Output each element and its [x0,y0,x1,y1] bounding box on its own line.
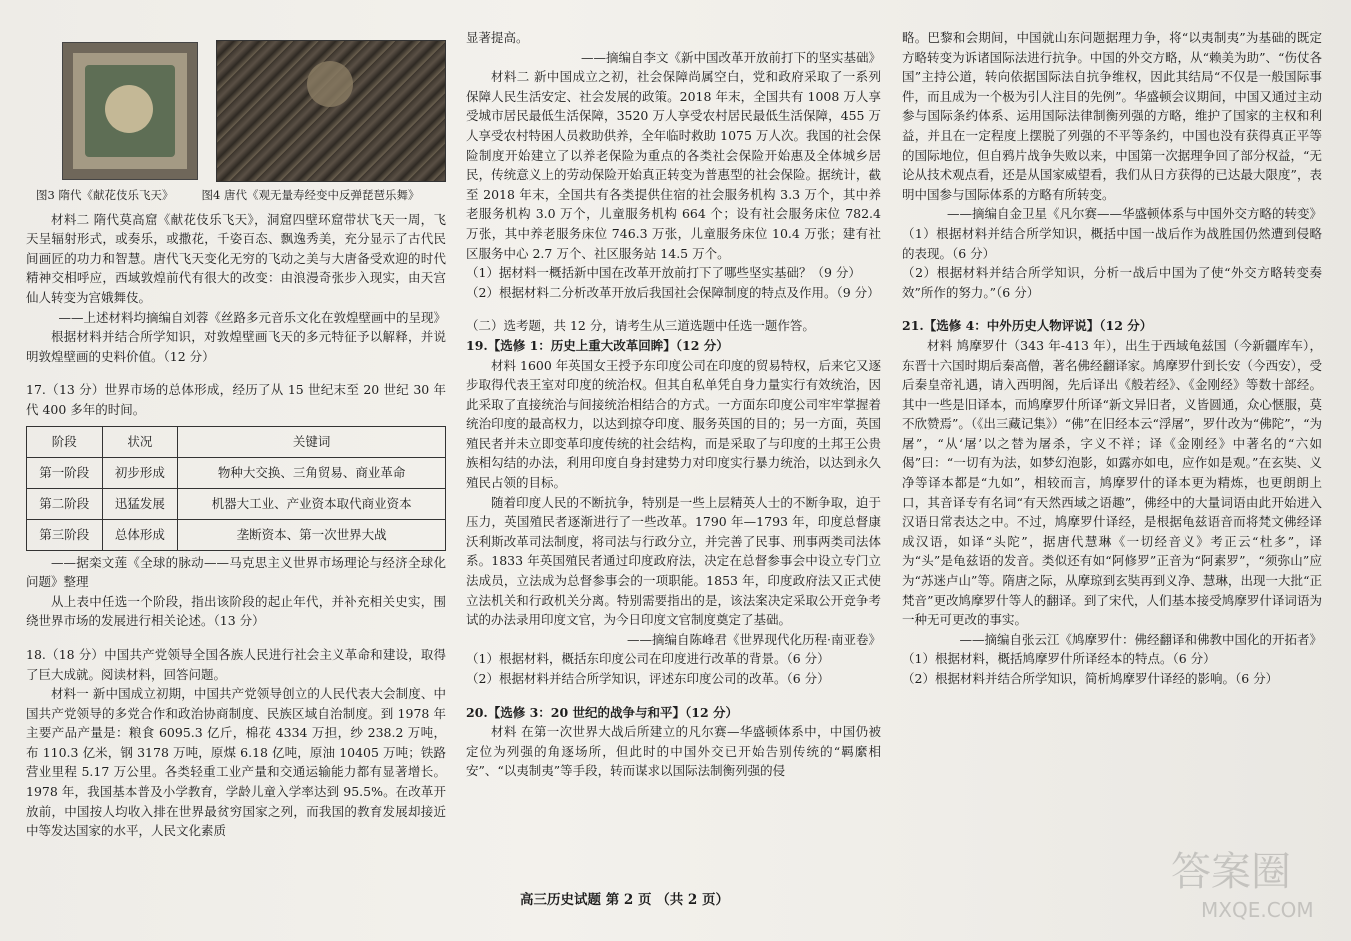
table-cell: 总体形成 [102,519,178,550]
q17-source: ——据栾文莲《全球的脉动——马克思主义世界市场理论与经济全球化问题》整理 [26,554,446,590]
q18-source-1: ——摘编自李文《新中国改革开放前打下的坚实基础》 [580,49,881,65]
table-header-row [27,426,446,457]
q17-question: 从上表中任选一个阶段，指出该阶段的起止年代，并补充相关史实，围绕世界市场的发展进行相关论述。（13 分） [26,593,446,629]
figure-captions [36,186,446,206]
figure-row [26,28,446,186]
table-cell: 迅猛发展 [102,488,178,519]
q17-table [26,426,446,551]
q21-title: 21.【选修 4：中外历史人物评说】（12 分） [902,318,1153,334]
q18-question-2: （2）根据材料二分析改革开放后我国社会保障制度的特点及作用。（9 分） [466,284,880,300]
table-cell: 机器大工业、产业资本取代商业资本 [178,488,446,519]
q21-question-1: （1）根据材料，概括鸠摩罗什所译经本的特点。（6 分） [902,651,1216,667]
q20-title: 20.【选修 3：20 世纪的战争与和平】（12 分） [466,704,739,720]
q20-question-2: （2）根据材料并结合所学知识，分析一战后中国为了使“外交方略转变奏效”所作的努力。”（6 分） [902,265,1322,300]
table-cell: 第二阶段 [27,488,103,519]
column-middle [466,28,881,781]
table-row [27,457,446,488]
table-header: 阶段 [27,426,103,457]
q18-intro: 18.（18 分）中国共产党领导全国各族人民进行社会主义革命和建设，取得了巨大成就。阅读材料，回答问题。 [26,646,446,682]
q18-question-1: （1）据材料一概括新中国在改革开放前打下了哪些坚实基础？（9 分） [466,265,861,281]
figure-3-caption: 图3 隋代《献花伎乐飞天》 [36,188,174,202]
table-header: 关键词 [178,426,446,457]
q19-material: 材料 1600 年英国女王授予东印度公司在印度的贸易特权，后来它又逐步取得代表王室对印度的统治权。但其自私单凭自身力量实行有效统治，因此采取了直接统治与间接统治相结合的方式。一方面东印度公司牢牢掌握着统治印度的最高权力，以达到掠夺印度、服务英国的目的；另一方面，英国殖民者并未立即变革印度传统的社会结构，而是采取了与印度的土邦王公贵族相勾结的办法，利用印度自身封建势力对印度实行暴力统治，以达到永久殖民占领的目标。 [466,357,881,491]
q18-material-1-end: 显著提高。 [466,30,529,45]
q19-question-1: （1）根据材料，概括东印度公司在印度进行改革的背景。（6 分） [466,651,830,667]
svg-text:MXQE.COM: MXQE.COM [1201,898,1314,922]
elective-intro: （二）选考题，共 12 分，请考生从三道选题中任选一题作答。 [466,318,815,334]
table-cell: 第三阶段 [27,519,103,550]
watermark-logo [1161,837,1321,927]
table-cell: 初步形成 [102,457,178,488]
table-header: 状况 [102,426,178,457]
page-footer: 高三历史试题 第 2 页 （共 2 页） [520,892,729,908]
q19-material-cont: 随着印度人民的不断抗争，特别是一些上层精英人士的不断争取，迫于压力，英国殖民者逐渐进行了一些改革。1790 年—1793 年，印度总督康沃利斯改革司法制度，将司法与行政分立，并完善了民事、刑事两类司法体系。1833 年英国殖民者通过印度政府法，决定在总督参事会中设立专门立法成员，立法成为总督参事会的一项职能。1853 年，印度政府法又正式使立法机关和行政机关分离。特别需要指出的是，该法案决定采取公开竞争考试的办法录用印度文官，为今日印度文官制度奠定了基础。 [466,494,881,628]
table-row [27,488,446,519]
q20-source: ——摘编自金卫星《凡尔赛——华盛顿体系与中国外交方略的转变》 [946,206,1322,222]
figure-4-image [216,40,446,182]
q17-intro: 17.（13 分）世界市场的总体形成，经历了从 15 世纪末至 20 世纪 30 年代 400 多年的时间。 [26,382,446,417]
q20-material: 材料 在第一次世界大战后所建立的凡尔赛—华盛顿体系中，中国仍被定位为列强的角逐场所，但此时的中国外交已开始告别传统的“羁縻相安”、“以夷制夷”等手段，转而谋求以国际法制衡列强的侵 [466,724,881,779]
figure-3-image [62,42,198,180]
table-cell: 垄断资本、第一次世界大战 [178,519,446,550]
q19-title: 19.【选修 1：历史上重大改革回眸】（12 分） [466,337,729,353]
table-cell: 物种大交换、三角贸易、商业革命 [178,457,446,488]
q19-question-2: （2）根据材料并结合所学知识，评述东印度公司的改革。（6 分） [466,671,830,686]
table-row [27,519,446,550]
q16-source: ——上述材料均摘编自刘蓉《丝路多元音乐文化在敦煌壁画中的呈现》 [58,309,446,325]
q20-material-cont: 略。巴黎和会期间，中国就山东问题据理力争，将“以夷制夷”为基础的既定方略转变为诉诸国际法进行抗争。中国的外交方略，从“赖美为助”、“伤仗各国”主持公道，转向依据国际法自抗争维权，因此其结局“不仅是一般国际事件，而且成为一个极为引人注目的先例”。华盛顿会议期间，中国又通过主动参与国际条约体系、运用国际法律制衡列强的方略，维护了国家的主权和利益，并且在一定程度上摆脱了列强的不平等条约，中国也没有获得真正平等的国际地位，但自鸦片战争失败以来，中国第一次据理争回了部分权益，“无论从技术观点看，还是从国家威望看，我们从日方获得的已达最大限度”，表明中国参与国际体系的方略有所转变。 [902,30,1322,202]
column-right [902,28,1322,689]
table-cell: 第一阶段 [27,457,103,488]
q21-material: 材料 鸠摩罗什（343 年-413 年），出生于西域龟兹国（今新疆库车），东晋十六国时期后秦高僧，著名佛经翻译家。鸠摩罗什到长安（今西安），受后秦皇帝礼遇，请入西明阁，先后译出《般若经》、《金刚经》等数十部经。其中一些是旧译本，而鸠摩罗什所译“新文异旧者，义皆圆通，众心惬服，莫不欣赞焉”。（《出三藏记集》）“佛”在旧经本云“浮屠”，罗什改为“佛陀”，“为屠”，“从‘屠’以之替为屠杀，字义不祥；译《金刚经》中著名的“六如偈”曰：“一切有为法，如梦幻泡影，如露亦如电，应作如是观。”在玄奘、义净等译本都是“九如”，相较而言，鸠摩罗什的译本更为精炼，也更朗朗上口，其音译专有名词“有天然西域之语趣”，佛经中的大量词语由此开始进入汉语日常表达之中。不过，鸠摩罗什译经，是根据龟兹语音而将梵文佛经译成汉语，如译“头陀”，据唐代慧琳《一切经音义》考正云“杜多”，译为“头”是龟兹语的发音。类似还有如“阿修罗”正音为“阿素罗”，“须弥山”应为“苏迷卢山”等。隋唐之际，从摩琼到玄奘再到义净、慧琳，出现一大批“正梵音”更改鸠摩罗什等人的翻译。到了宋代，人们基本接受鸠摩罗什译词语为一种无可更改的事实。 [902,337,1322,628]
q16-question: 根据材料并结合所学知识，对敦煌壁画飞天的多元特征予以解释，并说明敦煌壁画的史料价值。（12 分） [26,329,446,364]
q20-question-1: （1）根据材料并结合所学知识，概括中国一战后作为战胜国仍然遭到侵略的表现。（6 分） [902,225,1322,261]
q18-material-1: 材料一 新中国成立初期，中国共产党领导创立的人民代表大会制度、中国共产党领导的多党合作和政治协商制度、民族区域自治制度。到 1978 年主要产品产量是：粮食 6095.3 亿斤，棉花 4334 万担，纱 238.2 万吨，布 110.3 亿米，钢 3178 万吨，原煤 6.18 亿吨，原油 10405 万吨；铁路营业里程 5.17 万公里。各类轻重工业产量和交通运输能力都有显著增长。1978 年，我国基本普及小学教育，学龄儿童入学率达到 95.5%。在改革开放前，中国按人均收入排在世界最贫穷国家之列，而我国的教育发展却接近中等发达国家的水平，人民文化素质 [26,686,446,839]
q18-material-2: 材料二 新中国成立之初，社会保障尚属空白，党和政府采取了一系列保障人民生活安定、社会发展的政策。2018 年末，全国共有 1008 万人享受城市居民最低生活保障，3520 万人享受农村居民最低生活保障，455 万人享受农村特困人员救助供养，全年临时救助 1075 万人次。我国的社会保险制度开始建立了以养老保险为重点的各类社会保险开始惠及全体城乡居民，传统意义上的劳动保险开始真正转变为普惠型的社会保险。据统计，截至 2018 年末，全国共有各类提供住宿的社会服务机构 3.3 万个，其中养老服务机构 3.0 万个，儿童服务机构 664 个；设有社会服务床位 782.4 万张，其中养老服务床位 746.3 万张，儿童服务床位 10.4 万张；建有社区服务中心 2.7 万个、社区服务站 14.5 万个。 [466,69,881,261]
q16-material-2: 材料二 隋代莫高窟《献花伎乐飞天》，洞窟四壁环窟带状飞天一周，飞天呈辐射形式，或奏乐，或撒花，千姿百态、飘逸秀美，充分显示了古代民间画匠的功力和智慧。唐代飞天变化无穷的飞动之美与大唐备受欢迎的时代精神交相呼应，西域敦煌前代有很大的改变：由浪漫奇张步入现实，由天宫仙人转变为宫娥舞伎。 [26,211,446,305]
q21-source: ——摘编自张云江《鸠摩罗什：佛经翻译和佛教中国化的开拓者》 [959,631,1322,647]
q19-source: ——摘编自陈峰君《世界现代化历程·南亚卷》 [627,631,881,647]
column-left [26,28,446,841]
q21-question-2: （2）根据材料并结合所学知识，简析鸠摩罗什译经的影响。（6 分） [902,671,1279,686]
figure-4-caption: 图4 唐代《观无量寿经变中反弹琵琶乐舞》 [201,188,420,202]
svg-text:答案圈: 答案圈 [1171,849,1291,895]
